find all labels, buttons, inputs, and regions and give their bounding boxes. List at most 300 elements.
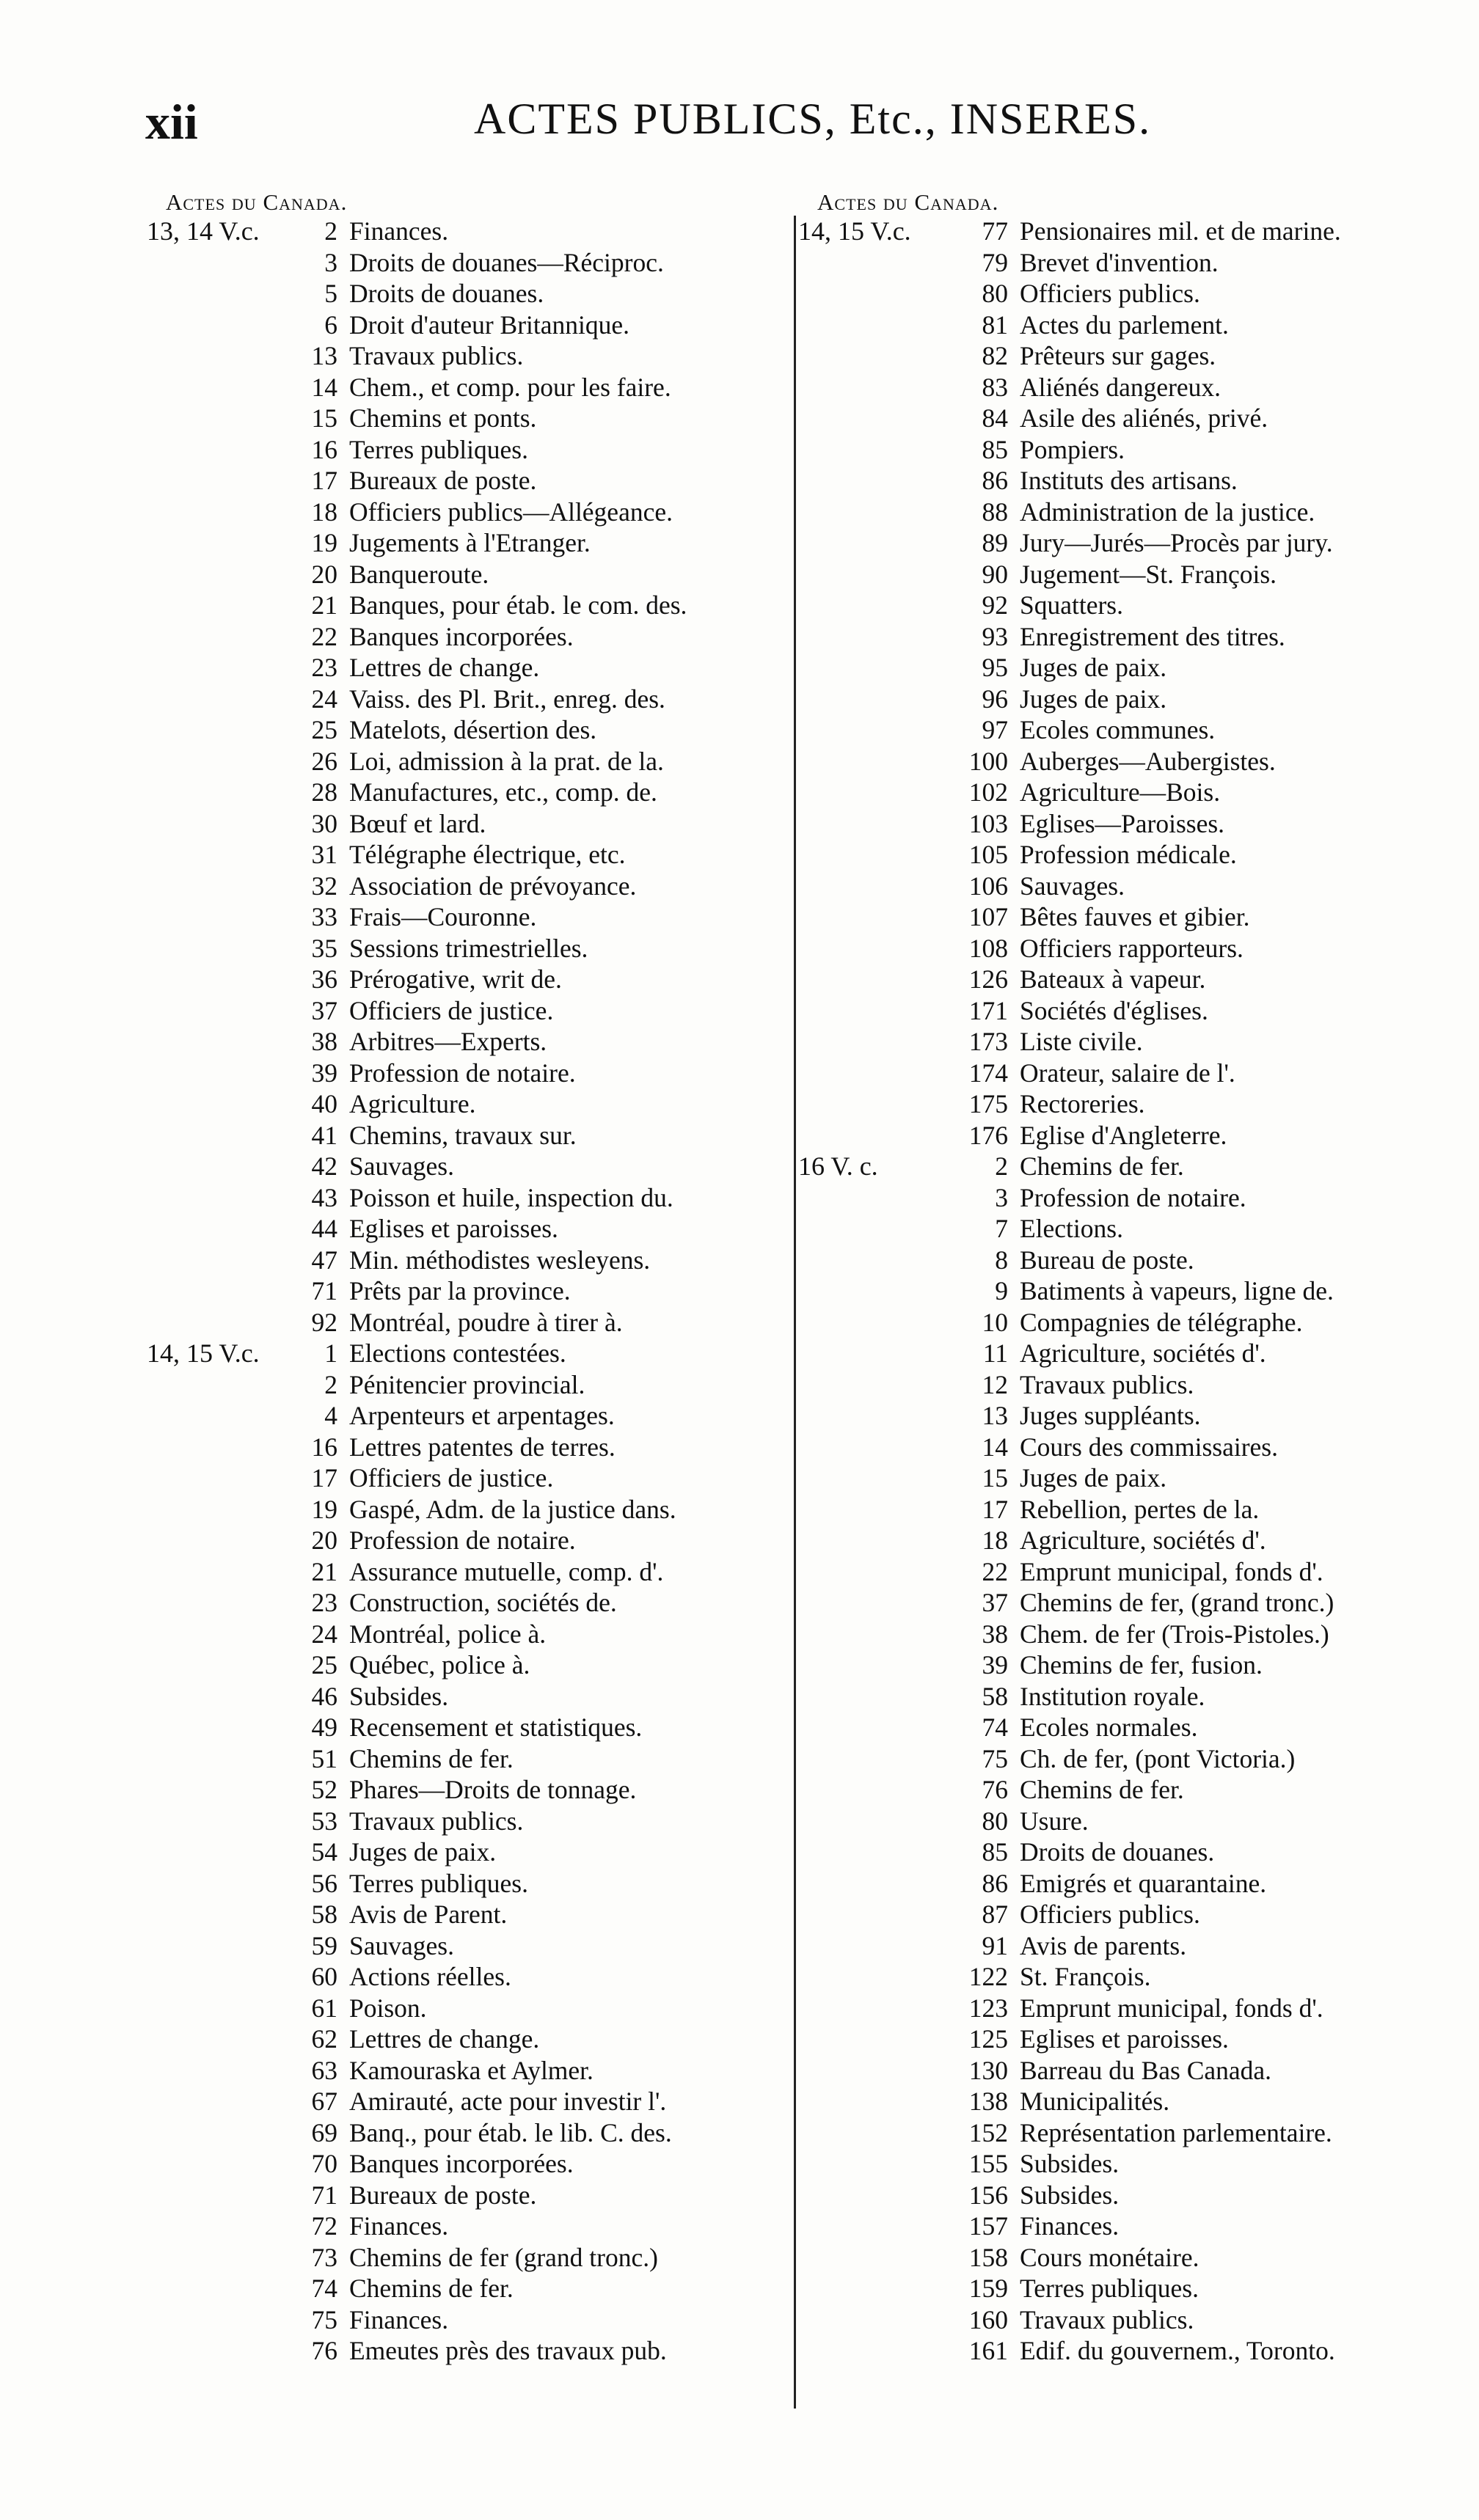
list-item	[798, 1649, 1429, 1681]
act-title: Asile des aliénés, privé.	[1020, 403, 1268, 433]
act-title: Travaux publics.	[1020, 1369, 1194, 1399]
act-title: Kamouraska et Aylmer.	[349, 2055, 594, 2085]
list-item	[798, 1556, 1429, 1588]
act-title: Bêtes fauves et gibier.	[1020, 902, 1250, 931]
act-number: 159	[968, 2274, 1008, 2303]
list-item	[798, 1494, 1429, 1525]
act-number: 32	[311, 871, 337, 901]
act-number: 82	[982, 341, 1008, 370]
act-number: 37	[311, 995, 337, 1025]
act-number: 47	[311, 1245, 337, 1275]
list-item	[147, 1151, 792, 1182]
act-number: 39	[311, 1058, 337, 1088]
act-title: Subsides.	[1020, 2149, 1120, 2178]
act-number: 89	[982, 528, 1008, 557]
act-title: Poisson et huile, inspection du.	[349, 1182, 673, 1212]
act-number: 84	[982, 403, 1008, 433]
list-item	[147, 652, 792, 684]
act-number: 71	[311, 1276, 337, 1305]
list-item	[147, 684, 792, 715]
list-item	[147, 2023, 792, 2055]
act-title: Officiers de justice.	[349, 995, 554, 1025]
act-title: Institution royale.	[1020, 1681, 1205, 1711]
act-title: Eglise d'Angleterre.	[1020, 1120, 1227, 1150]
act-title: Chemins de fer (grand tronc.)	[349, 2242, 658, 2272]
act-number: 53	[311, 1806, 337, 1836]
act-title: Officiers rapporteurs.	[1020, 933, 1244, 963]
act-title: Profession de notaire.	[1020, 1182, 1246, 1212]
act-number: 19	[311, 528, 337, 557]
list-item	[798, 2117, 1429, 2149]
list-item	[147, 403, 792, 434]
act-title: Sociétés d'églises.	[1020, 995, 1208, 1025]
act-number: 39	[982, 1650, 1008, 1680]
list-item	[798, 901, 1429, 933]
act-title: Emprunt municipal, fonds d'.	[1020, 1993, 1323, 2023]
act-title: Terres publiques.	[1020, 2274, 1199, 2303]
left-section-title: Actes du Canada.	[166, 189, 348, 215]
act-title: Compagnies de télégraphe.	[1020, 1307, 1303, 1337]
list-item	[798, 1058, 1429, 1089]
act-number: 69	[311, 2117, 337, 2147]
act-title: Officiers publics.	[1020, 1900, 1200, 1929]
act-number: 80	[982, 1806, 1008, 1836]
list-item	[147, 1120, 792, 1151]
list-item	[798, 278, 1429, 309]
act-title: Subsides.	[349, 1681, 449, 1711]
act-title: Emeutes près des travaux pub.	[349, 2336, 667, 2365]
list-item	[147, 1806, 792, 1837]
act-title: Administration de la justice.	[1020, 497, 1315, 527]
act-number: 175	[968, 1089, 1008, 1118]
list-item	[147, 1525, 792, 1556]
list-item	[147, 1649, 792, 1681]
act-number: 33	[311, 902, 337, 931]
act-number: 58	[311, 1900, 337, 1929]
act-title: Lettres de change.	[349, 653, 540, 682]
act-number: 92	[311, 1307, 337, 1337]
act-title: Usure.	[1020, 1806, 1089, 1836]
act-title: Chemins, travaux sur.	[349, 1120, 577, 1150]
act-number: 9	[995, 1276, 1008, 1305]
act-title: Télégraphe électrique, etc.	[349, 840, 626, 869]
act-title: Juges suppléants.	[1020, 1401, 1201, 1430]
act-number: 83	[982, 372, 1008, 402]
list-item	[798, 1462, 1429, 1494]
list-item	[798, 340, 1429, 372]
act-title: Profession de notaire.	[349, 1525, 576, 1555]
act-number: 52	[311, 1775, 337, 1804]
act-number: 46	[311, 1681, 337, 1711]
act-title: Montréal, poudre à tirer à.	[349, 1307, 623, 1337]
act-title: Instituts des artisans.	[1020, 466, 1238, 495]
list-item	[147, 1338, 792, 1369]
act-number: 51	[311, 1743, 337, 1773]
act-number: 61	[311, 1993, 337, 2023]
act-number: 7	[995, 1214, 1008, 1243]
list-item	[798, 1307, 1429, 1338]
list-item	[798, 2335, 1429, 2367]
list-item	[147, 777, 792, 808]
act-number: 1	[324, 1338, 337, 1368]
act-title: Eglises et paroisses.	[1020, 2024, 1229, 2054]
act-title: Jury—Jurés—Procès par jury.	[1020, 528, 1333, 557]
act-title: Sauvages.	[349, 1930, 454, 1960]
act-title: Chemins de fer.	[1020, 1775, 1184, 1804]
act-title: Finances.	[349, 216, 449, 246]
act-title: Jugement—St. François.	[1020, 559, 1277, 589]
list-item	[147, 1836, 792, 1868]
act-number: 79	[982, 247, 1008, 277]
act-number: 173	[968, 1027, 1008, 1056]
act-number: 81	[982, 309, 1008, 340]
list-item	[798, 1245, 1429, 1276]
act-number: 174	[968, 1058, 1008, 1088]
act-title: Finances.	[349, 2211, 449, 2241]
list-item	[798, 1743, 1429, 1775]
list-item	[147, 497, 792, 528]
act-title: Min. méthodistes wesleyens.	[349, 1245, 651, 1275]
list-item	[147, 1712, 792, 1743]
list-item	[147, 746, 792, 777]
list-item	[798, 497, 1429, 528]
list-item	[147, 2211, 792, 2242]
list-item	[147, 1993, 792, 2024]
list-item	[147, 1556, 792, 1588]
act-title: Ecoles normales.	[1020, 1713, 1198, 1742]
act-title: Elections contestées.	[349, 1338, 566, 1368]
list-item	[798, 2055, 1429, 2087]
act-number: 22	[311, 621, 337, 651]
act-number: 86	[982, 1868, 1008, 1898]
act-number: 35	[311, 933, 337, 963]
act-number: 85	[982, 434, 1008, 464]
list-item	[147, 2242, 792, 2274]
list-item	[798, 1151, 1429, 1182]
list-item	[147, 434, 792, 466]
page-header	[0, 82, 1479, 163]
act-title: Lettres de change.	[349, 2024, 540, 2054]
list-item	[147, 247, 792, 279]
act-number: 16	[311, 434, 337, 464]
act-title: Cours des commissaires.	[1020, 1432, 1279, 1462]
list-item	[147, 2273, 792, 2304]
act-number: 14	[982, 1432, 1008, 1462]
act-number: 24	[311, 1619, 337, 1649]
act-number: 77	[982, 216, 1008, 246]
act-number: 36	[311, 964, 337, 994]
list-item	[798, 247, 1429, 279]
act-title: Agriculture, sociétés d'.	[1020, 1525, 1266, 1555]
act-title: Pompiers.	[1020, 434, 1125, 464]
list-item	[798, 1088, 1429, 1120]
act-number: 21	[311, 590, 337, 620]
list-item	[798, 2023, 1429, 2055]
act-number: 6	[324, 309, 337, 340]
act-title: Montréal, police à.	[349, 1619, 547, 1649]
act-title: Poison.	[349, 1993, 427, 2023]
list-item	[147, 964, 792, 995]
list-item	[147, 1587, 792, 1619]
act-number: 87	[982, 1900, 1008, 1929]
list-item	[147, 1213, 792, 1245]
act-number: 41	[311, 1120, 337, 1150]
list-item	[147, 1774, 792, 1806]
act-number: 102	[968, 777, 1008, 807]
list-item	[798, 714, 1429, 746]
act-number: 37	[982, 1588, 1008, 1617]
act-number: 25	[311, 715, 337, 744]
act-number: 93	[982, 621, 1008, 651]
act-number: 171	[968, 995, 1008, 1025]
act-number: 8	[995, 1245, 1008, 1275]
list-item	[798, 746, 1429, 777]
act-title: Elections.	[1020, 1214, 1123, 1243]
list-item	[798, 1619, 1429, 1650]
act-number: 3	[995, 1182, 1008, 1212]
list-item	[147, 216, 792, 247]
act-title: Eglises et paroisses.	[349, 1214, 558, 1243]
list-item	[798, 1774, 1429, 1806]
act-number: 70	[311, 2149, 337, 2178]
act-number: 72	[311, 2211, 337, 2241]
act-title: Sauvages.	[1020, 871, 1125, 901]
act-title: Finances.	[1020, 2211, 1120, 2241]
list-item	[798, 964, 1429, 995]
list-item	[147, 1681, 792, 1713]
act-number: 156	[968, 2180, 1008, 2210]
list-item	[147, 2335, 792, 2367]
act-title: Loi, admission à la prat. de la.	[349, 746, 664, 776]
list-item	[798, 1681, 1429, 1713]
act-title: Banqueroute.	[349, 559, 489, 589]
act-number: 14	[311, 372, 337, 402]
act-number: 67	[311, 2087, 337, 2116]
list-item	[798, 1275, 1429, 1307]
act-number: 40	[311, 1089, 337, 1118]
act-number: 88	[982, 497, 1008, 527]
list-item	[798, 1182, 1429, 1214]
act-title: Actions réelles.	[349, 1962, 511, 1991]
list-item	[798, 1432, 1429, 1463]
act-number: 73	[311, 2242, 337, 2272]
act-number: 43	[311, 1182, 337, 1212]
act-number: 155	[968, 2149, 1008, 2178]
act-number: 63	[311, 2055, 337, 2085]
act-number: 76	[982, 1775, 1008, 1804]
act-number: 60	[311, 1962, 337, 1991]
act-number: 130	[968, 2055, 1008, 2085]
act-number: 17	[311, 466, 337, 495]
act-title: Banq., pour étab. le lib. C. des.	[349, 2117, 672, 2147]
act-number: 3	[324, 247, 337, 277]
list-item	[798, 590, 1429, 621]
act-title: Eglises—Paroisses.	[1020, 808, 1225, 838]
list-item	[798, 1961, 1429, 1993]
act-number: 85	[982, 1837, 1008, 1867]
act-title: Auberges—Aubergistes.	[1020, 746, 1276, 776]
act-number: 49	[311, 1713, 337, 1742]
act-number: 42	[311, 1151, 337, 1181]
act-title: Sessions trimestrielles.	[349, 933, 588, 963]
list-item	[147, 901, 792, 933]
act-title: Droits de douanes.	[349, 279, 544, 308]
act-number: 17	[982, 1494, 1008, 1524]
list-item	[147, 372, 792, 403]
act-year: 14, 15 V.c.	[798, 216, 911, 246]
column-divider	[794, 216, 796, 2409]
act-title: Chem. de fer (Trois-Pistoles.)	[1020, 1619, 1329, 1649]
page-number: xii	[145, 94, 198, 150]
list-item	[798, 2086, 1429, 2117]
act-title: Municipalités.	[1020, 2087, 1170, 2116]
list-item	[147, 1400, 792, 1432]
right-section-title: Actes du Canada.	[817, 189, 999, 215]
list-item	[147, 1369, 792, 1401]
list-item	[147, 559, 792, 590]
act-title: Actes du parlement.	[1020, 309, 1229, 340]
list-item	[798, 1930, 1429, 1962]
list-item	[147, 1275, 792, 1307]
list-item	[147, 1743, 792, 1775]
act-number: 24	[311, 684, 337, 714]
list-item	[798, 1712, 1429, 1743]
act-number: 20	[311, 1525, 337, 1555]
act-title: Chemins de fer.	[349, 1743, 514, 1773]
list-item	[147, 590, 792, 621]
act-title: Manufactures, etc., comp. de.	[349, 777, 657, 807]
act-number: 15	[982, 1463, 1008, 1492]
act-title: Juges de paix.	[349, 1837, 497, 1867]
act-number: 157	[968, 2211, 1008, 2241]
act-title: Jugements à l'Etranger.	[349, 528, 591, 557]
list-item	[147, 340, 792, 372]
act-number: 12	[982, 1369, 1008, 1399]
list-item	[798, 652, 1429, 684]
act-year: 13, 14 V.c.	[147, 216, 260, 246]
act-number: 17	[311, 1463, 337, 1492]
act-year: 16 V. c.	[798, 1151, 878, 1181]
act-number: 18	[311, 497, 337, 527]
act-number: 16	[311, 1432, 337, 1462]
act-title: Vaiss. des Pl. Brit., enreg. des.	[349, 684, 665, 714]
act-number: 21	[311, 1556, 337, 1586]
act-title: Amirauté, acte pour investir l'.	[349, 2087, 667, 2116]
act-title: Chemins de fer.	[1020, 1151, 1184, 1181]
act-title: Profession de notaire.	[349, 1058, 576, 1088]
list-item	[147, 2180, 792, 2211]
act-title: Recensement et statistiques.	[349, 1713, 643, 1742]
list-item	[147, 309, 792, 341]
act-title: Batiments à vapeurs, ligne de.	[1020, 1276, 1334, 1305]
act-number: 26	[311, 746, 337, 776]
act-title: Prérogative, writ de.	[349, 964, 562, 994]
act-title: Barreau du Bas Canada.	[1020, 2055, 1272, 2085]
act-title: Représentation parlementaire.	[1020, 2117, 1332, 2147]
list-item	[147, 621, 792, 653]
act-title: Agriculture—Bois.	[1020, 777, 1221, 807]
act-title: Phares—Droits de tonnage.	[349, 1775, 637, 1804]
list-item	[147, 871, 792, 902]
act-title: Aliénés dangereux.	[1020, 372, 1221, 402]
act-title: Chemins de fer, (grand tronc.)	[1020, 1588, 1334, 1617]
list-item	[798, 1836, 1429, 1868]
act-number: 161	[968, 2336, 1008, 2365]
list-item	[798, 2180, 1429, 2211]
list-item	[147, 1245, 792, 1276]
act-title: Juges de paix.	[1020, 653, 1167, 682]
list-item	[147, 1462, 792, 1494]
act-title: Banques incorporées.	[349, 621, 574, 651]
act-title: Gaspé, Adm. de la justice dans.	[349, 1494, 676, 1524]
list-item	[147, 808, 792, 840]
act-title: Droit d'auteur Britannique.	[349, 309, 630, 340]
act-number: 13	[311, 341, 337, 370]
act-title: Brevet d'invention.	[1020, 247, 1219, 277]
list-item	[147, 2148, 792, 2180]
list-item	[147, 1182, 792, 1214]
act-title: Arpenteurs et arpentages.	[349, 1401, 615, 1430]
act-number: 90	[982, 559, 1008, 589]
act-number: 2	[324, 216, 337, 246]
act-number: 31	[311, 840, 337, 869]
list-item	[798, 2148, 1429, 2180]
list-item	[147, 839, 792, 871]
list-item	[798, 2211, 1429, 2242]
list-item	[798, 465, 1429, 497]
act-number: 30	[311, 808, 337, 838]
list-item	[147, 527, 792, 559]
act-title: Agriculture.	[349, 1089, 476, 1118]
act-number: 108	[968, 933, 1008, 963]
act-title: Enregistrement des titres.	[1020, 621, 1285, 651]
act-number: 123	[968, 1993, 1008, 2023]
act-number: 97	[982, 715, 1008, 744]
act-title: Bureaux de poste.	[349, 2180, 537, 2210]
act-number: 23	[311, 1588, 337, 1617]
list-item	[798, 1026, 1429, 1058]
act-number: 74	[982, 1713, 1008, 1742]
act-number: 20	[311, 559, 337, 589]
act-title: Terres publiques.	[349, 434, 528, 464]
act-title: Québec, police à.	[349, 1650, 530, 1680]
act-number: 11	[982, 1338, 1008, 1368]
act-number: 122	[968, 1962, 1008, 1991]
list-item	[798, 684, 1429, 715]
act-title: Orateur, salaire de l'.	[1020, 1058, 1235, 1088]
act-title: Association de prévoyance.	[349, 871, 637, 901]
act-number: 22	[982, 1556, 1008, 1586]
running-title: ACTES PUBLICS, Etc., INSERES.	[474, 95, 1152, 143]
act-number: 158	[968, 2242, 1008, 2272]
act-number: 28	[311, 777, 337, 807]
act-number: 15	[311, 403, 337, 433]
list-item	[798, 808, 1429, 840]
act-title: Avis de parents.	[1020, 1930, 1187, 1960]
act-title: Droits de douanes—Réciproc.	[349, 247, 664, 277]
list-item	[798, 527, 1429, 559]
list-item	[798, 1525, 1429, 1556]
act-title: Bureau de poste.	[1020, 1245, 1194, 1275]
act-title: Ch. de fer, (pont Victoria.)	[1020, 1743, 1296, 1773]
list-item	[798, 1587, 1429, 1619]
act-title: Banques incorporées.	[349, 2149, 574, 2178]
act-title: Prêteurs sur gages.	[1020, 341, 1216, 370]
list-item	[798, 777, 1429, 808]
list-item	[147, 1899, 792, 1930]
act-number: 10	[982, 1307, 1008, 1337]
list-item	[798, 1338, 1429, 1369]
